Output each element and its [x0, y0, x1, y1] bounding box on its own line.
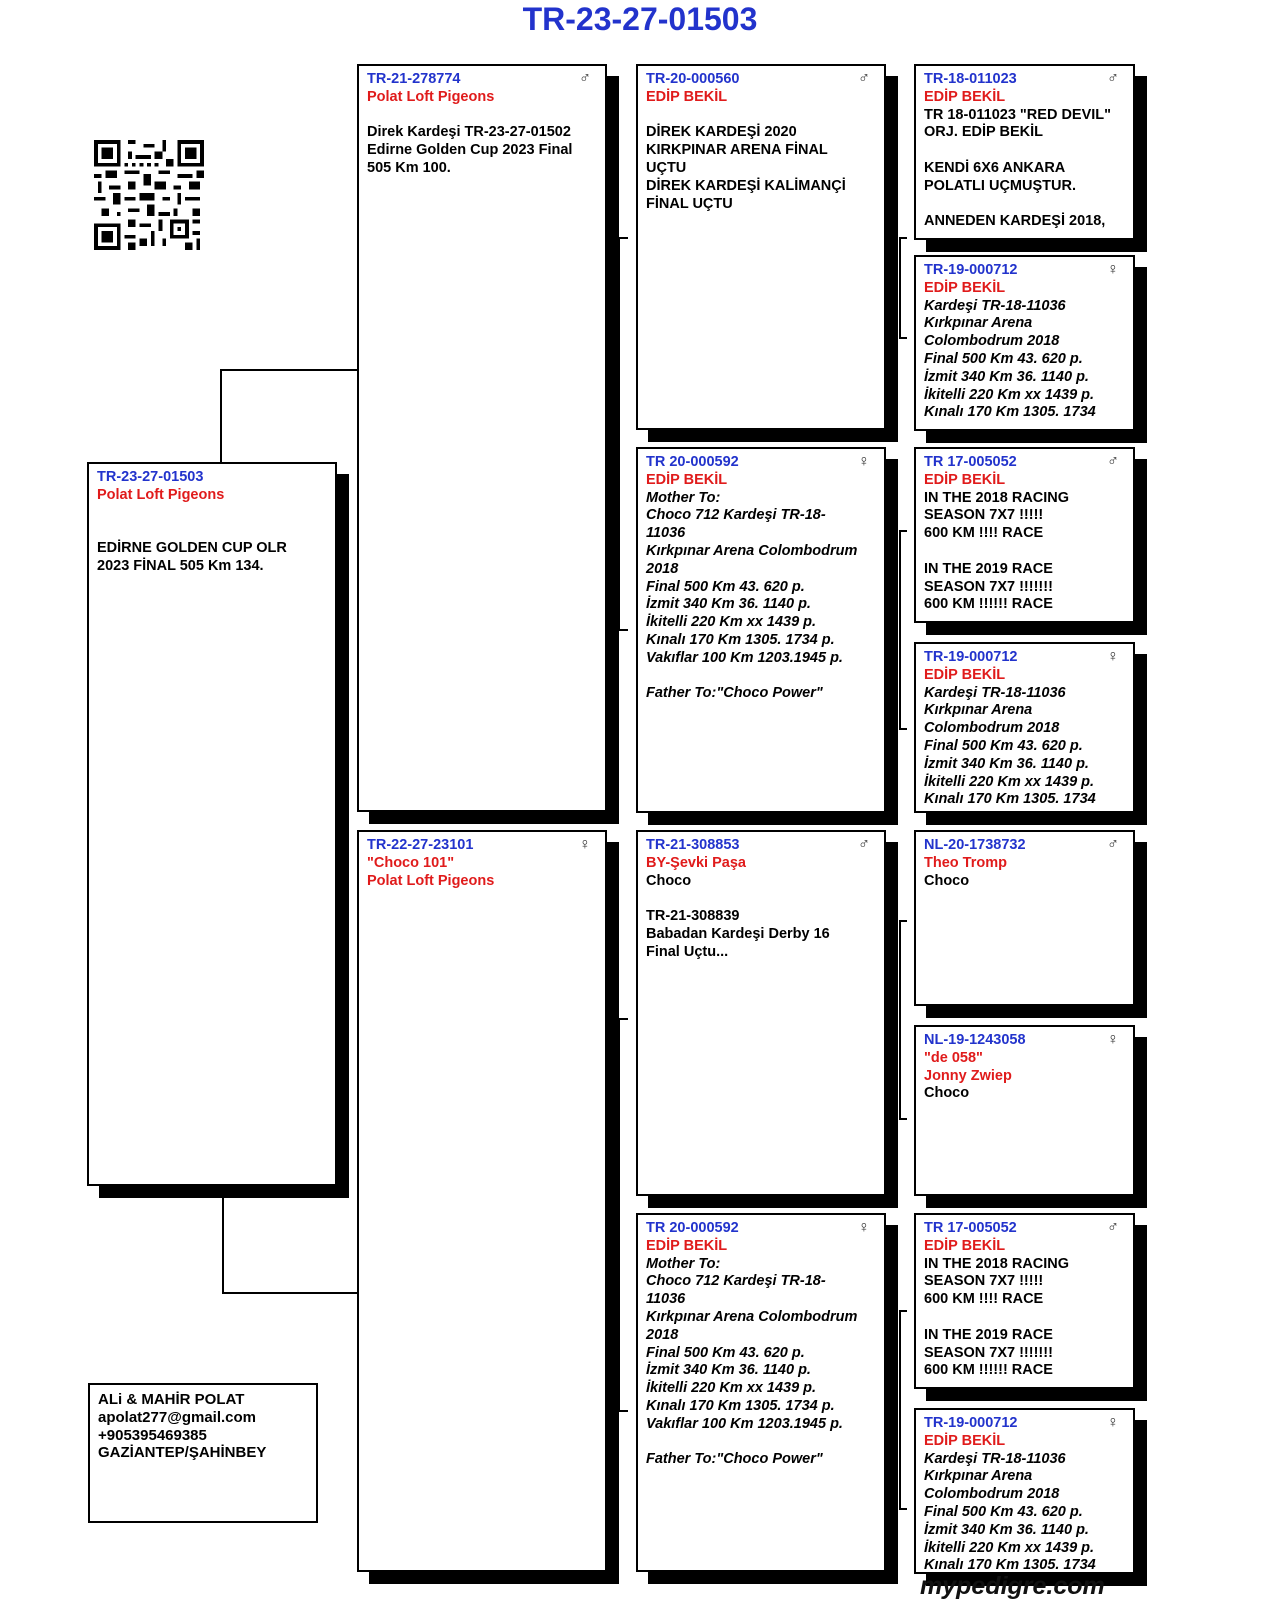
pigeon-description: TR 18-011023 "RED DEVIL" ORJ. EDİP BEKİL KENDİ 6X6 ANKARA POLATLI UÇMUŞTUR. ANNEDEN KARDEŞİ 2018,: [924, 106, 1112, 230]
ring-number: TR-22-27-23101: [367, 837, 474, 853]
ring-number: TR-19-000712: [924, 649, 1018, 665]
female-icon: ♀: [858, 453, 870, 470]
female-icon: ♀: [1107, 1414, 1119, 1431]
female-icon: ♀: [858, 1219, 870, 1236]
breeder-name: Polat Loft Pigeons: [97, 486, 225, 503]
pigeon-description: Choco TR-21-308839 Babadan Kardeşi Derby 16 Final Uçtu...: [646, 872, 830, 960]
connector-subject-sire: [220, 369, 359, 465]
male-icon: ♂: [858, 70, 870, 87]
male-icon: ♂: [1107, 70, 1119, 87]
ring-number: NL-19-1243058: [924, 1032, 1026, 1048]
connector-ds-parents: [899, 920, 907, 1120]
pigeon-card-sds[interactable]: [914, 447, 1135, 623]
pigeon-description: DİREK KARDEŞİ 2020 KIRKPINAR ARENA FİNAL UÇTU DİREK KARDEŞİ KALİMANÇİ FİNAL UÇTU: [646, 124, 846, 212]
pigeon-description: Kardeşi TR-18-11036 Kırkpınar Arena Colombodrum 2018 Final 500 Km 43. 620 p. İzmit 340 Km 36. 1140 p. İkitelli 220 Km xx 1439 p. Kınalı 170 Km 1305. 1734: [924, 297, 1096, 421]
female-icon: ♀: [1107, 1031, 1119, 1048]
ring-number: TR-20-000560: [646, 71, 740, 87]
breeder-name: EDİP BEKİL: [924, 1237, 1006, 1254]
female-icon: ♀: [579, 836, 591, 853]
pigeon-card-sire[interactable]: [357, 64, 607, 812]
owner-city: GAZİANTEP/ŞAHİNBEY: [98, 1444, 267, 1462]
pigeon-card-dds[interactable]: [914, 1213, 1135, 1389]
pigeon-description: Direk Kardeşi TR-23-27-01502 Edirne Golden Cup 2023 Final 505 Km 100.: [367, 124, 573, 176]
pigeon-description: IN THE 2018 RACING SEASON 7X7 !!!!! 600 KM !!!! RACE IN THE 2019 RACE SEASON 7X7 !!!!!!! 600 KM !!!!!! RACE: [924, 1255, 1070, 1379]
pigeon-description: Mother To: Choco 712 Kardeşi TR-18- 11036 Kırkpınar Arena Colombodrum 2018 Final 500 Km 43. 620 p. İzmit 340 Km 36. 1140 p. İkitelli 220 Km xx 1439 p. Kınalı 170 Km 1305. 1734 p. Vakıflar 100 Km 1203.1945 p. Father To:"Choco Power": [646, 489, 858, 702]
pigeon-card-sss[interactable]: [914, 64, 1135, 240]
ring-number: TR 20-000592: [646, 454, 739, 470]
breeder-name: EDİP BEKİL: [924, 471, 1006, 488]
owner-phone[interactable]: +905395469385: [98, 1426, 207, 1444]
pigeon-card-sdd[interactable]: [914, 642, 1135, 813]
breeder-name: Polat Loft Pigeons: [367, 872, 495, 889]
pigeon-description: Choco: [924, 1085, 970, 1102]
pigeon-description: Kardeşi TR-18-11036 Kırkpınar Arena Colombodrum 2018 Final 500 Km 43. 620 p. İzmit 340 Km 36. 1140 p. İkitelli 220 Km xx 1439 p. Kınalı 170 Km 1305. 1734: [924, 684, 1096, 808]
qr-code-icon: [94, 140, 204, 250]
breeder-name: EDİP BEKİL: [646, 1237, 728, 1254]
pedigree-title: TR-23-27-01503: [522, 1, 758, 37]
pigeon-card-dss[interactable]: [914, 830, 1135, 1006]
pigeon-description: IN THE 2018 RACING SEASON 7X7 !!!!! 600 KM !!!! RACE IN THE 2019 RACE SEASON 7X7 !!!!!!! 600 KM !!!!!! RACE: [924, 489, 1070, 613]
breeder-name: EDİP BEKİL: [924, 88, 1006, 105]
pigeon-card-subject[interactable]: [87, 462, 337, 1186]
breeder-name: EDİP BEKİL: [924, 1432, 1006, 1449]
pigeon-nickname: "de 058": [924, 1049, 983, 1066]
pigeon-description: Mother To: Choco 712 Kardeşi TR-18- 11036 Kırkpınar Arena Colombodrum 2018 Final 500 Km 43. 620 p. İzmit 340 Km 36. 1140 p. İkitelli 220 Km xx 1439 p. Kınalı 170 Km 1305. 1734 p. Vakıflar 100 Km 1203.1945 p. Father To:"Choco Power": [646, 1255, 858, 1468]
pigeon-description: EDİRNE GOLDEN CUP OLR 2023 FİNAL 505 Km 134.: [97, 540, 287, 574]
pigeon-card-dam-sire[interactable]: [636, 830, 886, 1196]
pigeon-card-sire-dam[interactable]: [636, 447, 886, 813]
breeder-name: Polat Loft Pigeons: [367, 88, 495, 105]
connector-sd-parents: [899, 530, 907, 730]
breeder-name: EDİP BEKİL: [924, 666, 1006, 683]
ring-number: TR 17-005052: [924, 454, 1017, 470]
ring-number: NL-20-1738732: [924, 837, 1026, 853]
female-icon: ♀: [1107, 648, 1119, 665]
ring-number: TR-21-278774: [367, 71, 461, 87]
owner-info-box: [88, 1383, 318, 1523]
breeder-name: EDİP BEKİL: [646, 88, 728, 105]
ring-number: TR-21-308853: [646, 837, 740, 853]
ring-number: TR-18-011023: [924, 71, 1017, 87]
breeder-name: EDİP BEKİL: [924, 279, 1006, 296]
female-icon: ♀: [1107, 261, 1119, 278]
connector-dd-parents: [899, 1310, 907, 1510]
male-icon: ♂: [1107, 1219, 1119, 1236]
owner-name: ALi & MAHİR POLAT: [98, 1391, 245, 1408]
connector-sire-parents: [618, 237, 628, 631]
site-watermark[interactable]: mypedigre.com: [920, 1572, 1105, 1600]
male-icon: ♂: [858, 836, 870, 853]
ring-number: TR-19-000712: [924, 262, 1018, 278]
owner-email[interactable]: apolat277@gmail.com: [98, 1408, 257, 1426]
connector-ss-parents: [899, 237, 907, 339]
ring-number: TR-19-000712: [924, 1415, 1018, 1431]
pigeon-card-ssd[interactable]: [914, 255, 1135, 431]
breeder-name: Jonny Zwiep: [924, 1067, 1012, 1084]
pigeon-card-dsd[interactable]: [914, 1025, 1135, 1196]
ring-number: TR-23-27-01503: [97, 469, 204, 485]
pigeon-description: Kardeşi TR-18-11036 Kırkpınar Arena Colombodrum 2018 Final 500 Km 43. 620 p. İzmit 340 Km 36. 1140 p. İkitelli 220 Km xx 1439 p. Kınalı 170 Km 1305. 1734: [924, 1450, 1096, 1574]
pigeon-card-dam[interactable]: [357, 830, 607, 1572]
male-icon: ♂: [579, 70, 591, 87]
male-icon: ♂: [1107, 836, 1119, 853]
pigeon-card-ddd[interactable]: [914, 1408, 1135, 1574]
connector-dam-parents: [618, 1018, 628, 1412]
ring-number: TR 20-000592: [646, 1220, 739, 1236]
pigeon-card-sire-sire[interactable]: [636, 64, 886, 430]
connector-subject-dam: [222, 1186, 359, 1294]
pigeon-description: Choco: [924, 872, 970, 889]
pigeon-card-dam-dam[interactable]: [636, 1213, 886, 1572]
breeder-name: BY-Şevki Paşa: [646, 854, 746, 871]
pigeon-nickname: "Choco 101": [367, 854, 455, 871]
ring-number: TR 17-005052: [924, 1220, 1017, 1236]
male-icon: ♂: [1107, 453, 1119, 470]
breeder-name: Theo Tromp: [924, 854, 1007, 871]
breeder-name: EDİP BEKİL: [646, 471, 728, 488]
